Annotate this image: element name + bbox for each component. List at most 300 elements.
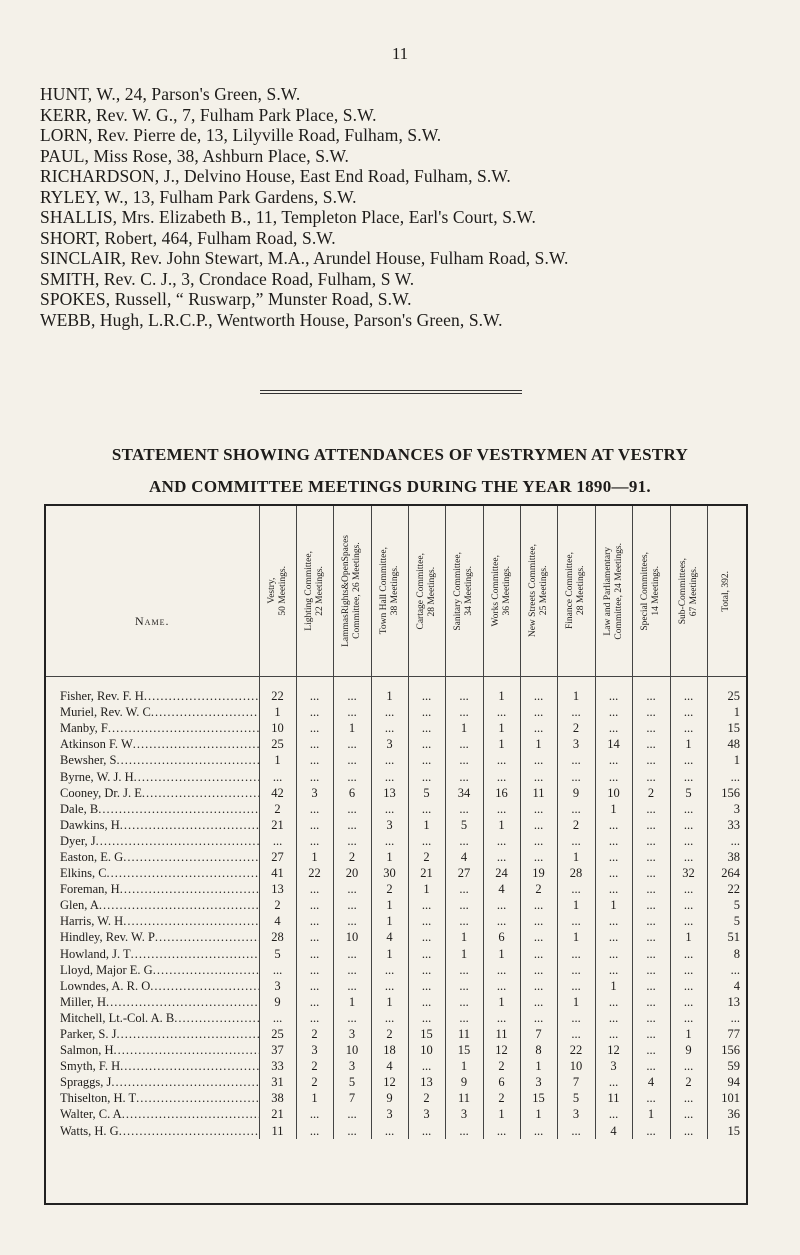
attendance-cell: ... (259, 833, 296, 849)
member-list (40, 84, 780, 330)
column-header-line: Lighting Committee, (303, 551, 314, 631)
attendance-cell: 13 (371, 785, 408, 801)
attendance-cell: 2 (371, 1026, 408, 1042)
attendance-cell: ... (670, 752, 707, 768)
table-body (46, 677, 746, 1139)
member-name: Glen, A (60, 898, 99, 913)
attendance-cell: ... (595, 865, 632, 881)
attendance-cell: ... (408, 833, 445, 849)
attendance-cell: 2 (259, 897, 296, 913)
total-cell: 264 (707, 865, 746, 881)
attendance-cell: 1 (483, 688, 520, 704)
member-name: Hindley, Rev. W. P (60, 930, 155, 945)
table-row (46, 978, 746, 994)
attendance-cell: ... (296, 929, 333, 945)
attendance-cell: ... (259, 1010, 296, 1026)
attendance-cell: ... (595, 994, 632, 1010)
attendance-cell: ... (408, 720, 445, 736)
leader-dots (108, 720, 259, 736)
attendance-cell: ... (595, 752, 632, 768)
attendance-cell: ... (632, 865, 670, 881)
attendance-cell: ... (520, 849, 557, 865)
attendance-cell: 16 (483, 785, 520, 801)
member-name: Walter, C. A (60, 1107, 122, 1122)
attendance-cell: ... (670, 817, 707, 833)
attendance-cell: ... (408, 736, 445, 752)
attendance-cell: ... (296, 946, 333, 962)
member-name: Dale, B (60, 801, 99, 816)
member-name-cell (46, 833, 259, 849)
attendance-cell: 1 (483, 946, 520, 962)
column-header-line: Vestry, (266, 577, 277, 605)
attendance-cell: 1 (445, 946, 483, 962)
attendance-cell: 2 (408, 849, 445, 865)
leader-dots (119, 1123, 259, 1139)
attendance-cell: 1 (632, 1106, 670, 1122)
attendance-cell: 11 (445, 1090, 483, 1106)
attendance-cell: ... (632, 1026, 670, 1042)
attendance-cell: ... (408, 704, 445, 720)
column-header-text (304, 551, 326, 631)
attendance-cell: ... (296, 768, 333, 784)
attendance-cell: 1 (445, 1058, 483, 1074)
total-cell: 5 (707, 897, 746, 913)
total-cell: 15 (707, 1123, 746, 1139)
attendance-cell: ... (632, 897, 670, 913)
attendance-cell: 12 (595, 1042, 632, 1058)
attendance-cell: 2 (371, 881, 408, 897)
attendance-cell: ... (408, 1058, 445, 1074)
member-name-cell (46, 881, 259, 897)
attendance-cell: 8 (520, 1042, 557, 1058)
member-entry: HUNT, W., 24, Parson's Green, S.W. (40, 84, 301, 104)
attendance-cell: ... (670, 801, 707, 817)
attendance-cell: ... (483, 978, 520, 994)
column-header-line: New Streets Committee, (527, 544, 538, 638)
attendance-cell: 4 (483, 881, 520, 897)
attendance-cell: ... (333, 817, 371, 833)
attendance-cell: ... (670, 946, 707, 962)
attendance-cell: ... (595, 962, 632, 978)
attendance-cell: 38 (259, 1090, 296, 1106)
leader-dots (106, 994, 258, 1010)
attendance-cell: ... (371, 704, 408, 720)
attendance-cell: ... (632, 688, 670, 704)
attendance-cell: 1 (408, 881, 445, 897)
attendance-cell: ... (371, 1010, 408, 1026)
attendance-cell: ... (296, 1123, 333, 1139)
column-header-text (721, 571, 732, 612)
attendance-cell: ... (520, 768, 557, 784)
attendance-cell: ... (632, 752, 670, 768)
attendance-cell: 3 (371, 817, 408, 833)
attendance-cell: 27 (259, 849, 296, 865)
table-row (46, 768, 746, 784)
attendance-cell: 2 (296, 1074, 333, 1090)
attendance-cell: 1 (483, 1106, 520, 1122)
total-cell: 156 (707, 1042, 746, 1058)
column-header-text (678, 558, 700, 624)
attendance-cell: 5 (259, 946, 296, 962)
attendance-cell: ... (483, 801, 520, 817)
attendance-cell: ... (595, 929, 632, 945)
attendance-cell: ... (408, 1010, 445, 1026)
attendance-cell: ... (333, 833, 371, 849)
total-cell: 4 (707, 978, 746, 994)
attendance-cell: ... (557, 801, 595, 817)
attendance-cell: 28 (259, 929, 296, 945)
member-entry: RYLEY, W., 13, Fulham Park Gardens, S.W. (40, 186, 357, 207)
attendance-cell: 4 (371, 1058, 408, 1074)
attendance-cell: ... (333, 1123, 371, 1139)
attendance-cell: 3 (595, 1058, 632, 1074)
spacer-cell (520, 677, 557, 689)
leader-dots (174, 1010, 258, 1026)
column-header (520, 506, 557, 677)
attendance-cell: ... (296, 897, 333, 913)
attendance-cell: 4 (445, 849, 483, 865)
attendance-cell: ... (296, 817, 333, 833)
attendance-cell: 30 (371, 865, 408, 881)
column-header (296, 506, 333, 677)
table-row (46, 1010, 746, 1026)
spacer-cell (333, 677, 371, 689)
attendance-cell: ... (557, 768, 595, 784)
member-name: Atkinson F. W (60, 737, 133, 752)
attendance-cell: 2 (557, 817, 595, 833)
attendance-cell: 32 (670, 865, 707, 881)
leader-dots (113, 1042, 258, 1058)
attendance-cell: 1 (445, 720, 483, 736)
attendance-cell: 2 (408, 1090, 445, 1106)
attendance-cell: ... (483, 913, 520, 929)
attendance-cell: ... (520, 688, 557, 704)
attendance-cell: ... (333, 801, 371, 817)
attendance-cell: 1 (557, 849, 595, 865)
attendance-cell: 3 (445, 1106, 483, 1122)
column-header (445, 506, 483, 677)
attendance-cell: ... (520, 946, 557, 962)
attendance-cell: ... (632, 720, 670, 736)
member-name-cell (46, 1106, 259, 1122)
attendance-cell: ... (445, 704, 483, 720)
attendance-cell: ... (632, 801, 670, 817)
leader-dots (151, 704, 259, 720)
table-row (46, 817, 746, 833)
attendance-cell: 1 (333, 994, 371, 1010)
member-name-cell (46, 1074, 259, 1090)
attendance-cell: ... (595, 1010, 632, 1026)
attendance-cell: ... (333, 962, 371, 978)
attendance-cell: 33 (259, 1058, 296, 1074)
attendance-cell: ... (670, 1123, 707, 1139)
member-name-cell (46, 688, 259, 704)
member-name-cell (46, 704, 259, 720)
attendance-cell: 3 (408, 1106, 445, 1122)
attendance-cell: ... (445, 752, 483, 768)
attendance-cell: ... (296, 978, 333, 994)
attendance-cell: ... (595, 1074, 632, 1090)
leader-dots (99, 897, 259, 913)
attendance-cell: 2 (670, 1074, 707, 1090)
leader-dots (153, 962, 259, 978)
attendance-cell: 1 (557, 929, 595, 945)
name-header-label: Name. (135, 614, 170, 628)
spacer-cell (445, 677, 483, 689)
leader-dots (144, 688, 259, 704)
attendance-cell: ... (296, 801, 333, 817)
attendance-cell: ... (408, 978, 445, 994)
attendance-cell: 11 (595, 1090, 632, 1106)
spacer-cell (632, 677, 670, 689)
member-name-cell (46, 1042, 259, 1058)
column-header-line: Sanitary Committee, (453, 551, 463, 631)
table-row (46, 704, 746, 720)
attendance-cell: 1 (371, 897, 408, 913)
attendance-cell: ... (557, 1123, 595, 1139)
attendance-cell: ... (557, 962, 595, 978)
attendance-cell: ... (333, 881, 371, 897)
leader-dots (136, 1090, 258, 1106)
leader-dots (123, 849, 258, 865)
attendance-cell: 1 (483, 736, 520, 752)
divider-rule (260, 390, 522, 394)
member-name: Parker, S. J (60, 1027, 117, 1042)
attendance-cell: ... (333, 768, 371, 784)
table-row (46, 881, 746, 897)
table-row (46, 946, 746, 962)
attendance-cell: 2 (483, 1090, 520, 1106)
table-row (46, 1106, 746, 1122)
total-cell: 1 (707, 704, 746, 720)
attendance-cell: ... (445, 1123, 483, 1139)
attendance-cell: 14 (595, 736, 632, 752)
column-header-line: Cartage Committee, (415, 552, 426, 630)
table-header-row (46, 506, 746, 677)
attendance-cell: ... (557, 946, 595, 962)
attendance-cell: ... (520, 897, 557, 913)
attendance-cell: 1 (595, 801, 632, 817)
attendance-cell: ... (557, 1010, 595, 1026)
attendance-cell: ... (632, 913, 670, 929)
attendance-cell: ... (632, 1123, 670, 1139)
attendance-cell: ... (595, 1106, 632, 1122)
attendance-cell: 6 (483, 929, 520, 945)
attendance-cell: ... (296, 962, 333, 978)
total-cell: 156 (707, 785, 746, 801)
attendance-cell: 10 (557, 1058, 595, 1074)
table-row (46, 929, 746, 945)
total-cell: 5 (707, 913, 746, 929)
attendance-cell: 42 (259, 785, 296, 801)
member-entry: LORN, Rev. Pierre de, 13, Lilyville Road, Fulham, S.W. (40, 125, 442, 145)
member-name-cell (46, 1026, 259, 1042)
attendance-cell: 3 (333, 1058, 371, 1074)
attendance-cell: 10 (333, 929, 371, 945)
attendance-cell: ... (595, 720, 632, 736)
column-header (408, 506, 445, 677)
attendance-cell: ... (445, 736, 483, 752)
attendance-cell: ... (408, 752, 445, 768)
total-cell: 59 (707, 1058, 746, 1074)
total-cell: 25 (707, 688, 746, 704)
attendance-cell: ... (333, 704, 371, 720)
attendance-cell: ... (333, 913, 371, 929)
attendance-cell: 1 (445, 929, 483, 945)
attendance-cell: ... (296, 833, 333, 849)
attendance-cell: ... (670, 994, 707, 1010)
attendance-cell: 12 (371, 1074, 408, 1090)
attendance-cell: ... (557, 833, 595, 849)
column-header (259, 506, 296, 677)
attendance-cell: 3 (520, 1074, 557, 1090)
attendance-cell: 34 (445, 785, 483, 801)
attendance-cell: ... (670, 897, 707, 913)
column-header-line: 50 Meetings. (277, 566, 288, 616)
member-name-cell (46, 865, 259, 881)
member-name: Miller, H (60, 994, 107, 1009)
attendance-cell: 11 (259, 1123, 296, 1139)
spacer-cell (670, 677, 707, 689)
attendance-cell: ... (670, 833, 707, 849)
spacer-cell (707, 677, 746, 689)
attendance-cell: ... (445, 801, 483, 817)
leader-dots (120, 881, 259, 897)
member-entry: SPOKES, Russell, “ Ruswarp,” Munster Road, S.W. (40, 289, 412, 309)
column-header-line: 36 Meetings. (501, 566, 512, 616)
member-name: Dawkins, H (60, 817, 120, 832)
attendance-cell: 1 (670, 929, 707, 945)
attendance-cell: 15 (408, 1026, 445, 1042)
attendance-cell: ... (557, 913, 595, 929)
attendance-cell: ... (296, 688, 333, 704)
column-header-line: 28 Meetings. (426, 566, 437, 616)
attendance-cell: ... (632, 1010, 670, 1026)
attendance-cell: ... (632, 946, 670, 962)
attendance-cell: 1 (670, 1026, 707, 1042)
attendance-cell: ... (333, 752, 371, 768)
attendance-cell: 1 (595, 978, 632, 994)
attendance-cell: ... (483, 962, 520, 978)
table-row (46, 1090, 746, 1106)
member-name: Harris, W. H (60, 914, 124, 929)
attendance-cell: ... (445, 897, 483, 913)
table-row (46, 720, 746, 736)
column-header-line: 34 Meetings. (464, 566, 474, 616)
column-header (632, 506, 670, 677)
attendance-cell: ... (445, 688, 483, 704)
attendance-cell: 15 (520, 1090, 557, 1106)
member-name: Thiselton, H. T (60, 1091, 137, 1106)
total-cell: 101 (707, 1090, 746, 1106)
attendance-cell: 1 (483, 817, 520, 833)
leader-dots (116, 1026, 258, 1042)
attendance-cell: 1 (670, 736, 707, 752)
attendance-cell: 27 (445, 865, 483, 881)
total-cell: 33 (707, 817, 746, 833)
attendance-cell: 3 (333, 1026, 371, 1042)
member-entry: WEBB, Hugh, L.R.C.P., Wentworth House, Parson's Green, S.W. (40, 309, 503, 330)
total-cell: 38 (707, 849, 746, 865)
column-header (557, 506, 595, 677)
member-name-cell (46, 929, 259, 945)
attendance-cell: ... (296, 994, 333, 1010)
total-cell: ... (707, 1010, 746, 1026)
leader-dots (134, 769, 259, 785)
attendance-cell: 4 (259, 913, 296, 929)
attendance-cell: ... (296, 736, 333, 752)
attendance-cell: 1 (371, 913, 408, 929)
column-header-line: 25 Meetings. (538, 566, 549, 616)
column-header-name (46, 506, 259, 677)
attendance-cell: 1 (371, 946, 408, 962)
attendance-cell: 11 (445, 1026, 483, 1042)
attendance-cell: 3 (371, 1106, 408, 1122)
member-name-cell (46, 897, 259, 913)
attendance-cell: ... (520, 817, 557, 833)
attendance-cell: 3 (557, 736, 595, 752)
attendance-table-frame (44, 504, 748, 1205)
attendance-cell: ... (520, 833, 557, 849)
member-name: Mitchell, Lt.-Col. A. B (60, 1010, 175, 1025)
table-row (46, 962, 746, 978)
attendance-cell: 1 (557, 994, 595, 1010)
attendance-cell: 5 (670, 785, 707, 801)
attendance-cell: ... (632, 704, 670, 720)
member-entry: SMITH, Rev. C. J., 3, Crondace Road, Fulham, S W. (40, 268, 415, 289)
leader-dots (150, 978, 258, 994)
column-header-text (491, 555, 513, 627)
member-entry: SINCLAIR, Rev. John Stewart, M.A., Arundel House, Fulham Road, S.W. (40, 248, 569, 268)
leader-dots (155, 929, 259, 945)
attendance-cell: 41 (259, 865, 296, 881)
attendance-cell: 28 (557, 865, 595, 881)
attendance-cell: 3 (557, 1106, 595, 1122)
attendance-cell: ... (595, 1026, 632, 1042)
member-entry: RICHARDSON, J., Delvino House, East End Road, Fulham, S.W. (40, 166, 511, 186)
attendance-cell: ... (259, 768, 296, 784)
member-name-cell (46, 1010, 259, 1026)
attendance-cell: ... (595, 881, 632, 897)
attendance-cell: ... (371, 752, 408, 768)
column-header (333, 506, 371, 677)
table-spacer-row (46, 677, 746, 689)
member-name-cell (46, 913, 259, 929)
column-header-line: Total, 392. (721, 570, 732, 612)
attendance-cell: 9 (557, 785, 595, 801)
attendance-cell: 4 (632, 1074, 670, 1090)
attendance-cell: 5 (445, 817, 483, 833)
member-name-cell (46, 1123, 259, 1139)
attendance-cell: ... (557, 1026, 595, 1042)
page-number: 11 (391, 44, 409, 63)
attendance-cell: ... (670, 688, 707, 704)
attendance-cell: ... (632, 978, 670, 994)
member-name: Manby, F (60, 721, 108, 736)
attendance-cell: ... (520, 801, 557, 817)
attendance-cell: 2 (632, 785, 670, 801)
attendance-cell: 3 (296, 1042, 333, 1058)
attendance-cell: 22 (259, 688, 296, 704)
column-header (595, 506, 632, 677)
attendance-cell: ... (408, 946, 445, 962)
attendance-cell: ... (483, 704, 520, 720)
member-name: Lowndes, A. R. O (60, 978, 151, 993)
attendance-cell: 15 (445, 1042, 483, 1058)
member-entry: KERR, Rev. W. G., 7, Fulham Park Place, S.W. (40, 104, 377, 125)
attendance-cell: ... (296, 704, 333, 720)
member-name: Howland, J. T (60, 946, 131, 961)
